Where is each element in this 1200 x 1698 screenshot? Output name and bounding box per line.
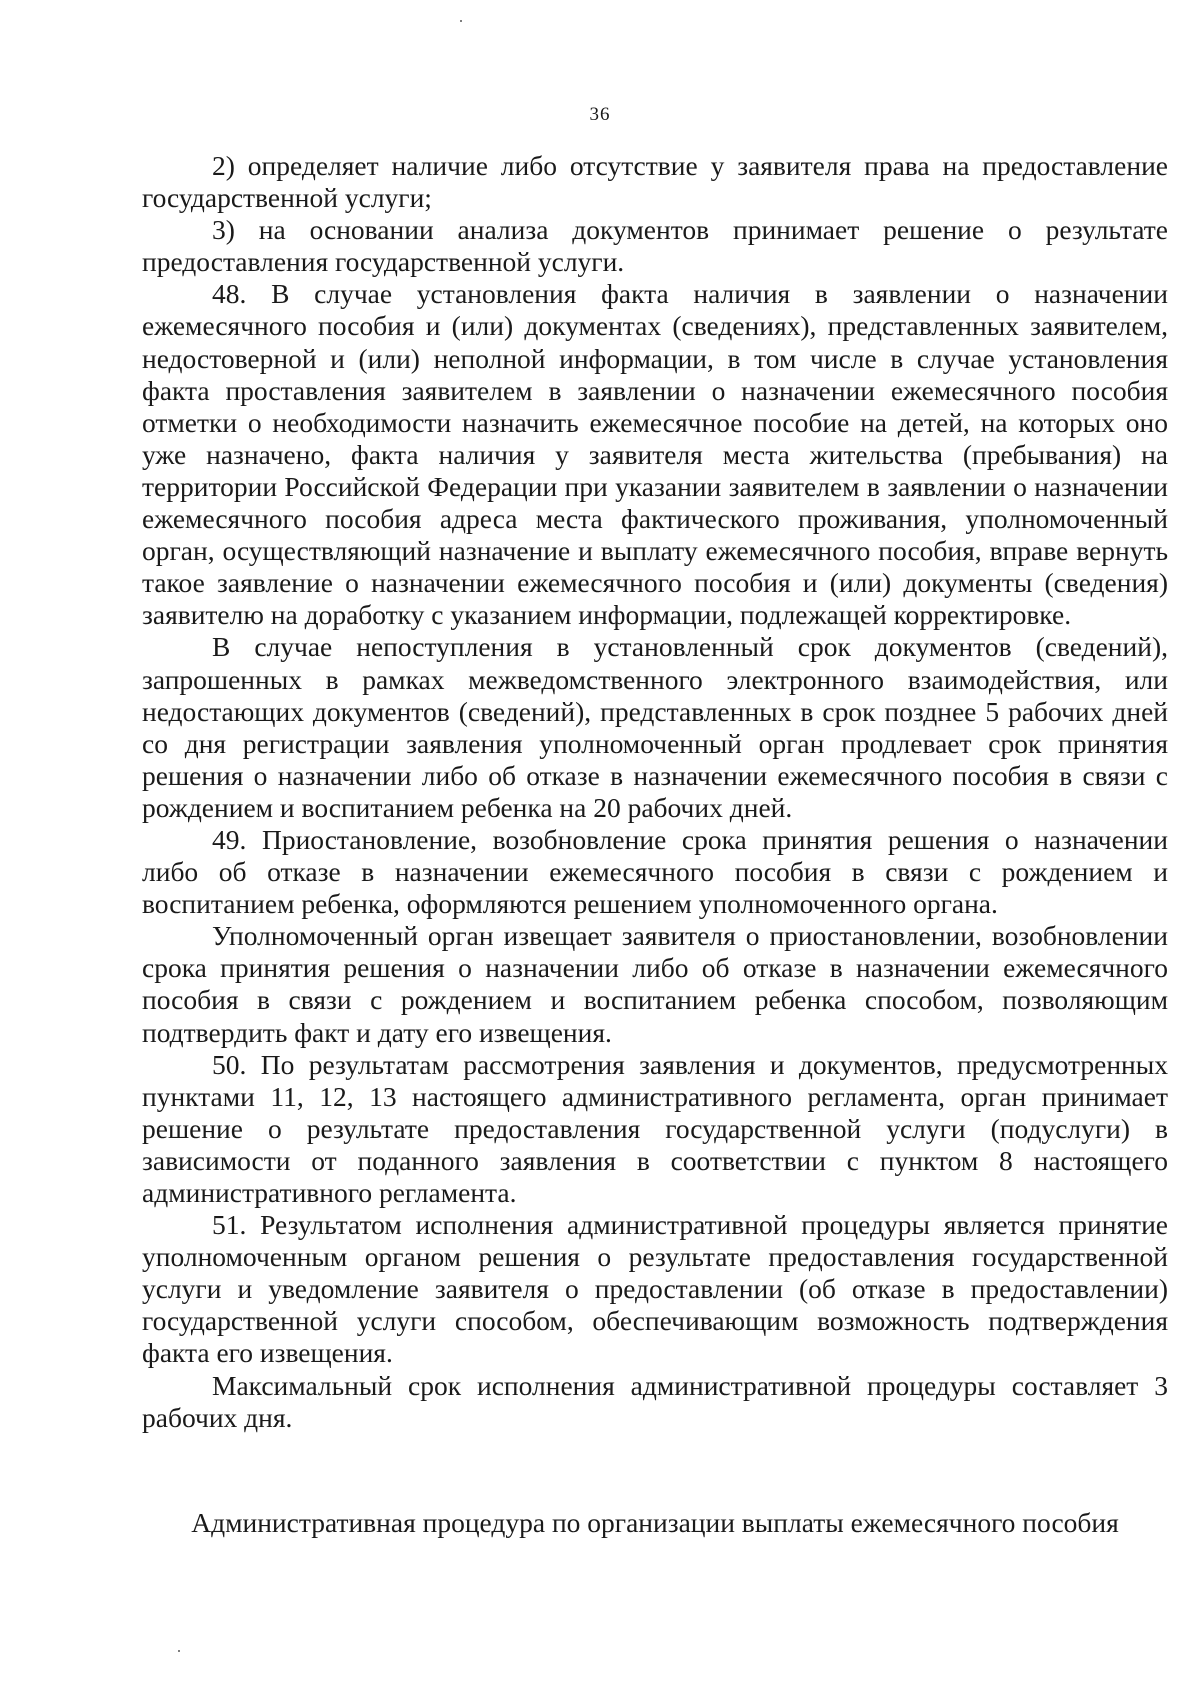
paragraph-50: 50. По результатам рассмотрения заявления и документов, предусмотренных пунктами 11, 12, 13 настоящего административного регламента, орган принимает решение о результате предоставления государственной услуги (подуслуги) в зависимости от поданного заявления в соответствии с пунктом 8 настоящего административного регламента. [142,1048,1168,1208]
paragraph-51: 51. Результатом исполнения административной процедуры является принятие уполномоченным органом решения о результате предоставления государственной услуги и уведомление заявителя о предоставлении (об отказе в предоставлении) государственной услуги способом, обеспечивающим возможность подтверждения факта его извещения. [142,1209,1168,1369]
page-number: 36 [589,104,611,125]
scan-speck [460,20,462,22]
paragraph-48: 48. В случае установления факта наличия в заявлении о назначении ежемесячного пособия и (или) документах (сведениях), представленных заявителем, недостоверной и (или) неполной информации, в том числе в случае установления факта проставления заявителем в заявлении о назначении ежемесячного пособия отметки о необходимости назначить ежемесячное пособие на детей, на которых оно уже назначено, факта наличия у заявителя места жительства (пребывания) на территории Российской Федерации при указании заявителем в заявлении о назначении ежемесячного пособия адреса места фактического проживания, уполномоченный орган, осуществляющий назначение и выплату ежемесячного пособия, вправе вернуть такое заявление о назначении ежемесячного пособия и (или) документы (сведения) заявителю на доработку с указанием информации, подлежащей корректировке. [142,278,1168,631]
paragraph-48-continued: В случае непоступления в установленный срок документов (сведений), запрошенных в рамках межведомственного электронного взаимодействия, или недостающих документов (сведений), представленных в срок позднее 5 рабочих дней со дня регистрации заявления уполномоченный орган продлевает срок принятия решения о назначении либо об отказе в назначении ежемесячного пособия в связи с рождением и воспитанием ребенка на 20 рабочих дней. [142,631,1168,823]
scan-speck [178,1650,180,1652]
section-heading: Административная процедура по организации выплаты ежемесячного пособия [191,1507,1119,1538]
document-body [142,150,1168,1434]
paragraph-item-3: 3) на основании анализа документов принимает решение о результате предоставления государственной услуги. [142,214,1168,278]
paragraph-49-continued: Уполномоченный орган извещает заявителя о приостановлении, возобновлении срока принятия решения о назначении либо об отказе в назначении ежемесячного пособия в связи с рождением и воспитанием ребенка способом, позволяющим подтвердить факт и дату его извещения. [142,920,1168,1048]
paragraph-49: 49. Приостановление, возобновление срока принятия решения о назначении либо об отказе в назначении ежемесячного пособия в связи с рождением и воспитанием ребенка, оформляются решением уполномоченного органа. [142,823,1168,920]
paragraph-51-continued: Максимальный срок исполнения административной процедуры составляет 3 рабочих дня. [142,1369,1168,1433]
paragraph-item-2: 2) определяет наличие либо отсутствие у заявителя права на предоставление государственной услуги; [142,150,1168,214]
